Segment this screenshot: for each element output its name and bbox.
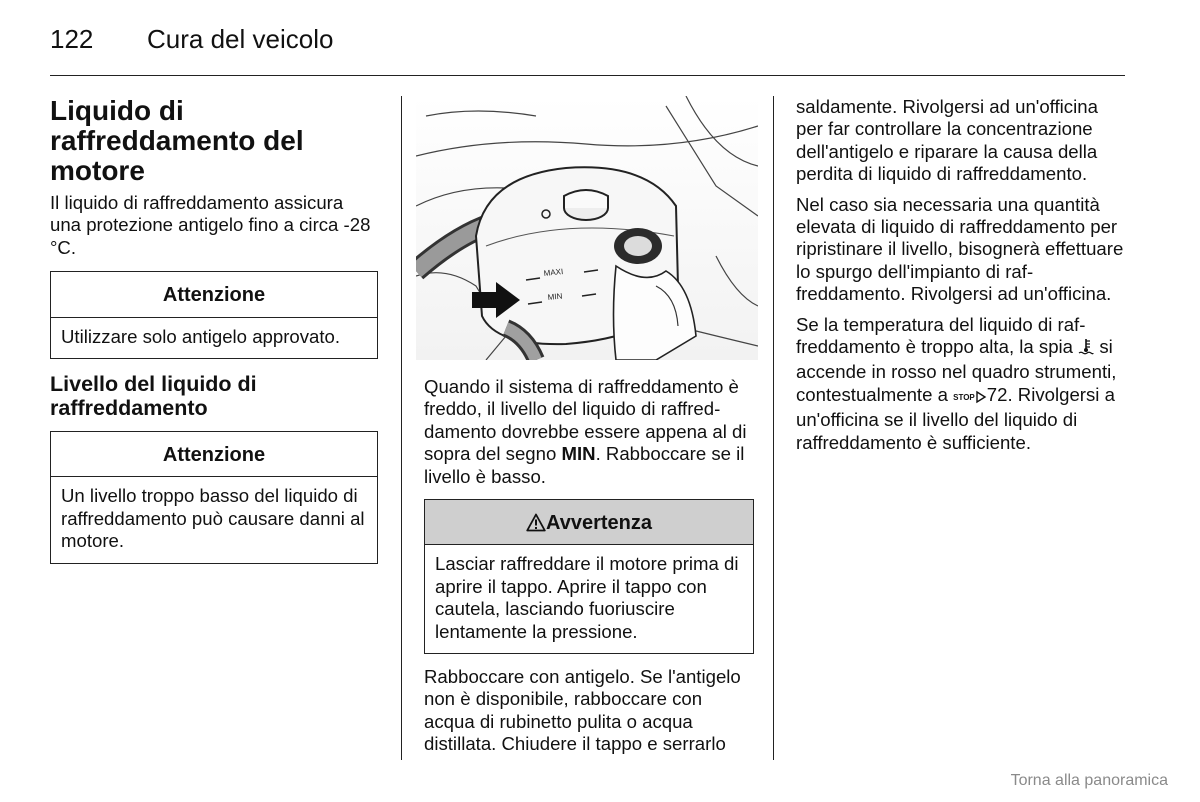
column-divider-right bbox=[773, 96, 774, 760]
right-column bbox=[796, 96, 1126, 454]
warning-heading: Avvertenza bbox=[425, 500, 753, 545]
min-emphasis: MIN bbox=[561, 443, 596, 465]
back-to-overview-link[interactable]: Torna alla panoramica bbox=[1010, 772, 1168, 789]
chapter-title: Cura del veicolo bbox=[147, 24, 334, 54]
min-mark-label: MIN bbox=[547, 291, 563, 302]
warning-triangle-icon bbox=[526, 512, 546, 534]
header-rule bbox=[50, 75, 1125, 76]
notice-box-level bbox=[50, 431, 378, 564]
page-reference-icon bbox=[975, 387, 987, 409]
subsection-title: Livello del liquido di raffreddamento bbox=[50, 372, 257, 421]
notice-heading: Attenzione bbox=[51, 272, 377, 317]
warning-text: Lasciar raffreddare il motore prima di aprire il tappo. Aprire il tappo con cautela, lasciando fuoriuscire lentamente la pressione. bbox=[435, 553, 739, 642]
notice-box-antifreeze bbox=[50, 271, 378, 359]
right-paragraph-2: Nel caso sia necessaria una quantità elevata di liquido di raffreddamento per ripristinare il livello, bisognerà effettuare lo spurgo dell'impianto di raffreddamento. Rivolgersi ad un'officina. bbox=[796, 193, 1124, 305]
notice-text: Un livello troppo basso del liquido di raffreddamento può causare danni al motore. bbox=[61, 485, 365, 552]
topup-instructions: Rabboccare con antigelo. Se l'antigelo non è disponibile, rabboccare con acqua di rubinetto pulita o acqua distillata. Chiudere il tappo e serrarlo bbox=[424, 666, 741, 755]
coolant-temperature-icon bbox=[1078, 338, 1094, 361]
middle-column bbox=[424, 376, 754, 756]
maxi-mark-label: MAXI bbox=[543, 266, 564, 278]
level-instructions: Quando il sistema di raffreddamento è freddo, il livello del liquido di raffreddamento dovrebbe essere appena al di sopra del segno MIN. Rabboccare se il livello è basso. bbox=[424, 376, 747, 487]
stop-icon: STOP bbox=[953, 392, 975, 402]
coolant-reservoir-illustration bbox=[416, 96, 758, 360]
notice-heading: Attenzione bbox=[51, 432, 377, 477]
right-paragraph-1: saldamente. Rivolgersi ad un'officina per far controllare la concentrazione dell'antigelo e riparare la causa della perdita di liquido di raffreddamento. bbox=[796, 96, 1098, 185]
notice-text: Utilizzare solo antigelo approvato. bbox=[61, 325, 341, 347]
column-divider-left bbox=[401, 96, 402, 760]
page-number: 122 bbox=[50, 24, 94, 54]
section-title: Liquido di raffreddamento del motore bbox=[50, 95, 304, 186]
warning-box bbox=[424, 499, 754, 654]
right-paragraph-3: Se la temperatura del liquido di raffreddamento è troppo alta, la spia si accende in rosso nel quadro strumenti, contestualmente a STOP 72. Rivolgersi a un'officina se il livello del liquido di raffreddamento è sufficiente. bbox=[796, 313, 1117, 453]
left-column bbox=[50, 96, 378, 564]
intro-text: Il liquido di raffreddamento assicura una protezione antigelo fino a circa -28 °C. bbox=[50, 192, 371, 258]
